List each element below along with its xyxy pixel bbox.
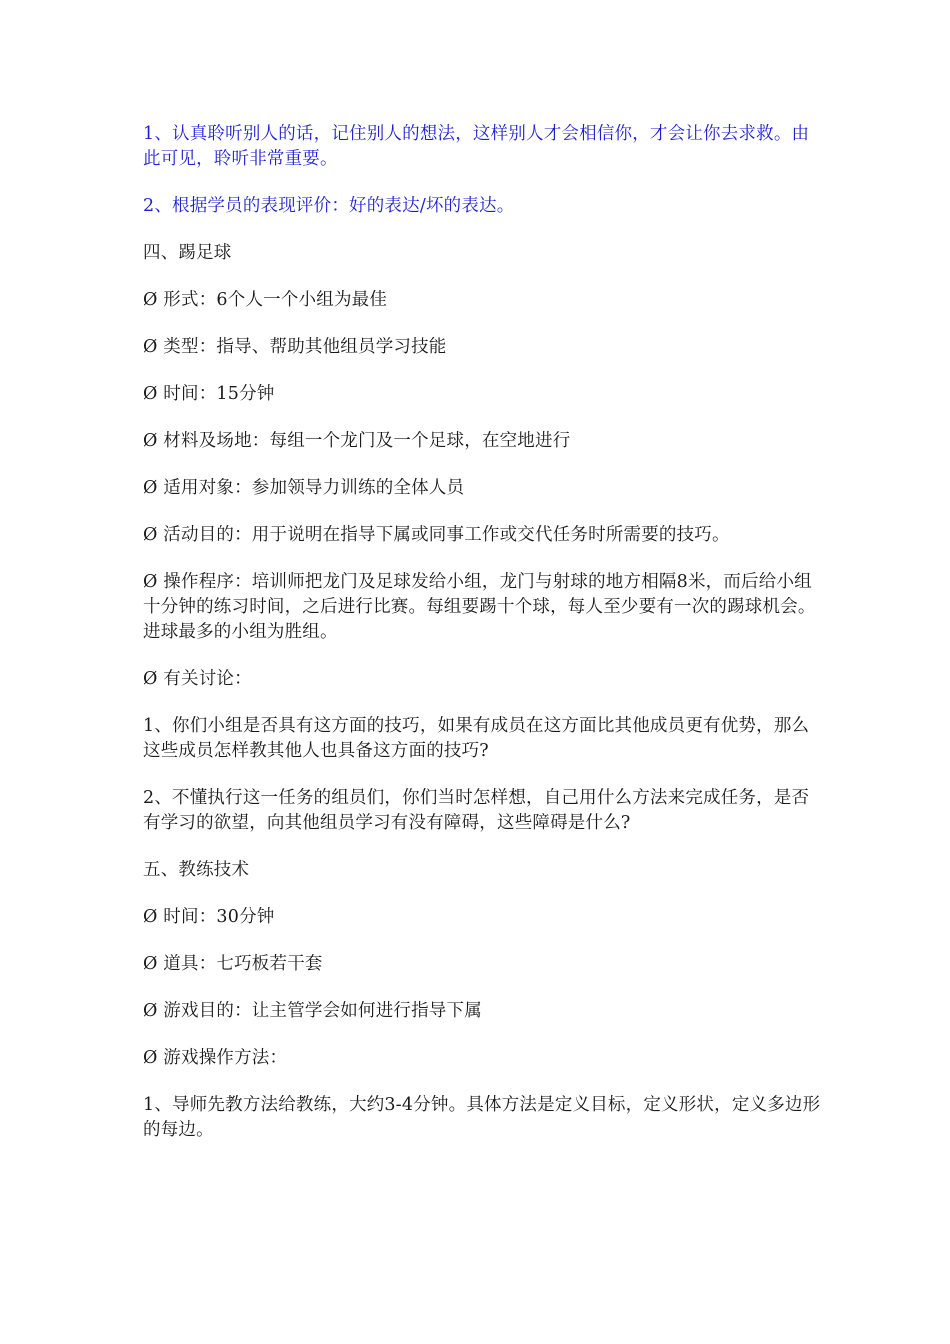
bullet-game-purpose: Ø 游戏目的：让主管学会如何进行指导下属 <box>143 1001 482 1021</box>
bullet-procedure: Ø 操作程序：培训师把龙门及足球发给小组，龙门与射球的地方相隔8米，而后给小组十分钟的练习时间，之后进行比赛。每组要踢十个球，每人至少要有一次的踢球机会。进球最多的小组为胜组。 <box>143 572 816 642</box>
bullet-props: Ø 道具：七巧板若干套 <box>143 954 323 974</box>
document-body <box>143 122 823 1165</box>
bullet-audience: Ø 适用对象：参加领导力训练的全体人员 <box>143 478 465 498</box>
section-heading-coaching: 五、教练技术 <box>143 860 250 880</box>
method-step-1: 1、导师先教方法给教练，大约3-4分钟。具体方法是定义目标，定义形状，定义多边形的每边。 <box>143 1095 821 1140</box>
bullet-discussion: Ø 有关讨论： <box>143 669 252 689</box>
paragraph-listening: 1、认真聆听别人的话，记住别人的想法，这样别人才会相信你，才会让你去求救。由此可见，聆听非常重要。 <box>143 124 810 169</box>
discussion-item-2: 2、不懂执行这一任务的组员们，你们当时怎样想，自己用什么方法来完成任务，是否有学习的欲望，向其他组员学习有没有障碍，这些障碍是什么? <box>143 788 810 833</box>
paragraph-evaluation: 2、根据学员的表现评价：好的表达/坏的表达。 <box>143 196 515 216</box>
bullet-time: Ø 时间：15分钟 <box>143 384 275 404</box>
bullet-materials: Ø 材料及场地：每组一个龙门及一个足球，在空地进行 <box>143 431 571 451</box>
bullet-format: Ø 形式：6个人一个小组为最佳 <box>143 290 388 310</box>
bullet-type: Ø 类型：指导、帮助其他组员学习技能 <box>143 337 447 357</box>
bullet-coaching-time: Ø 时间：30分钟 <box>143 907 275 927</box>
section-heading-football: 四、踢足球 <box>143 243 232 263</box>
bullet-purpose: Ø 活动目的：用于说明在指导下属或同事工作或交代任务时所需要的技巧。 <box>143 525 730 545</box>
bullet-game-method: Ø 游戏操作方法： <box>143 1048 288 1068</box>
discussion-item-1: 1、你们小组是否具有这方面的技巧，如果有成员在这方面比其他成员更有优势，那么这些成员怎样教其他人也具备这方面的技巧? <box>143 716 810 761</box>
